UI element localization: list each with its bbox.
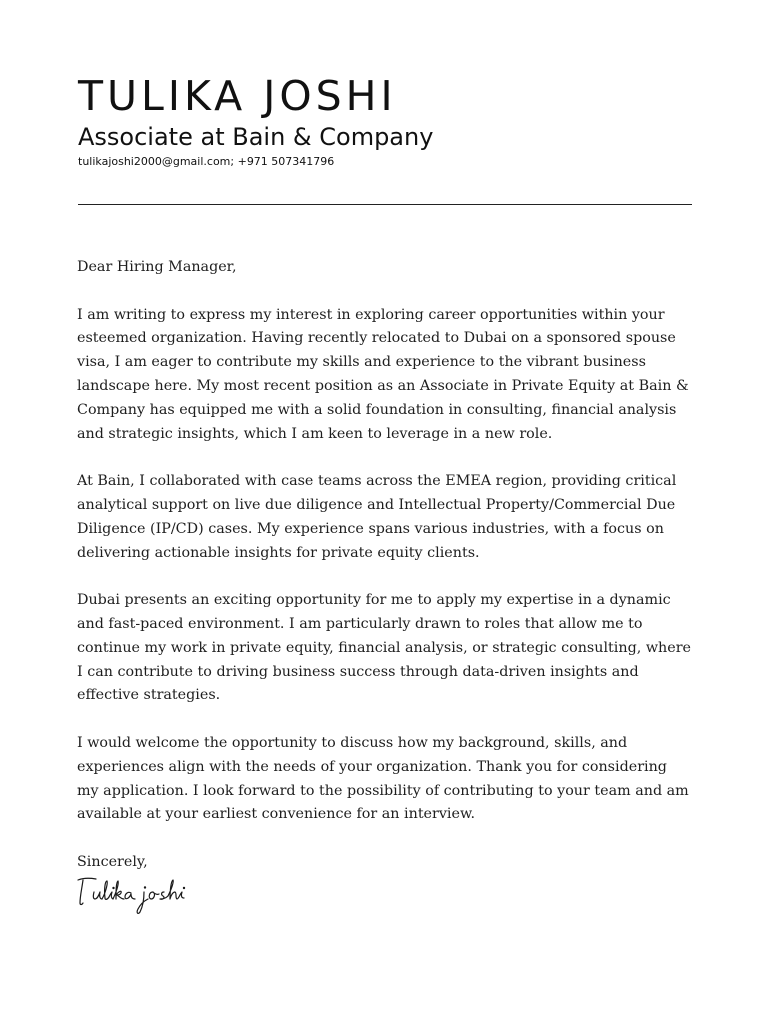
applicant-role: Associate at Bain & Company — [78, 123, 434, 151]
letterhead — [78, 72, 692, 169]
paragraph-1: I am writing to express my interest in exploring career opportunities within your esteemed organization. Having recently relocated to Dubai on a sponsored spouse visa, I am eager to contribute my skills and experience to the vibrant business landscape here. My most recent position as an Associate in Private Equity at Bain & Company has equipped me with a solid foundation in consulting, financial analysis and strategic insights, which I am keen to leverage in a new role. — [77, 306, 689, 442]
header-divider — [78, 204, 692, 205]
handwritten-signature — [74, 868, 224, 918]
paragraph-4: I would welcome the opportunity to discuss how my background, skills, and experiences align with the needs of your organization. Thank you for considering my application. I look forward to the possibility of contributing to your team and am available at your earliest convenience for an interview. — [77, 734, 689, 823]
salutation: Dear Hiring Manager, — [77, 259, 237, 275]
paragraph-2: At Bain, I collaborated with case teams across the EMEA region, providing critical analytical support on live due diligence and Intellectual Property/Commercial Due Diligence (IP/CD) cases. My experience spans various industries, with a focus on delivering actionable insights for private equity clients. — [77, 473, 677, 561]
closing: Sincerely, — [77, 853, 148, 870]
applicant-name: TULIKA JOSHI — [78, 72, 397, 120]
paragraph-3: Dubai presents an exciting opportunity for me to apply my expertise in a dynamic and fast-paced environment. I am particularly drawn to roles that allow me to continue my work in private equity, financial analysis, or strategic consulting, where I can contribute to driving business success through data-driven insights and effective strategies. — [77, 592, 692, 704]
letter-body — [77, 256, 693, 875]
contact-info: tulikajoshi2000@gmail.com; +971 507341796 — [78, 155, 335, 168]
